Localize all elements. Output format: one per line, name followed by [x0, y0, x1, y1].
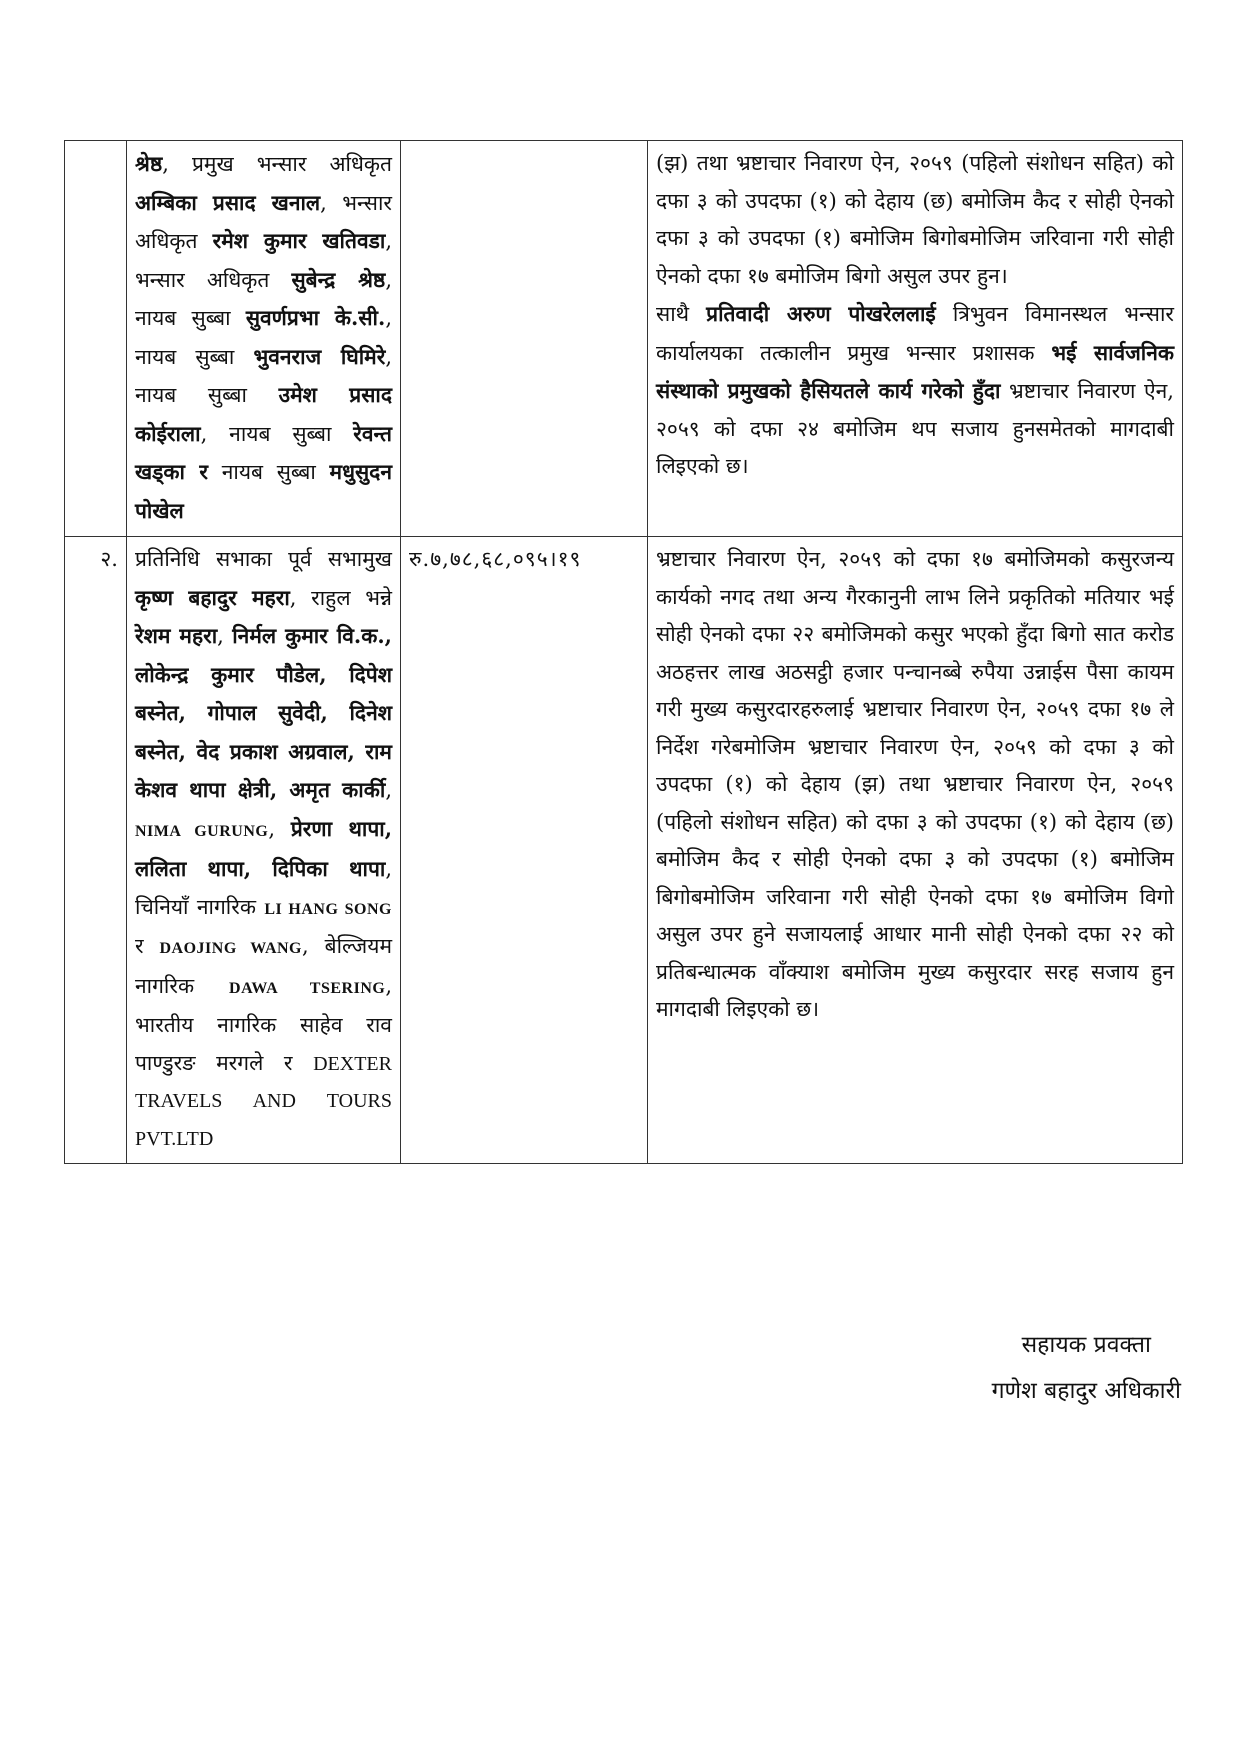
- serial-number: २.: [65, 537, 127, 1164]
- signatory-name: गणेश बहादुर अधिकारी: [991, 1378, 1181, 1404]
- defendants-cell: प्रतिनिधि सभाका पूर्व सभामुख कृष्ण बहादुर महरा, राहुल भन्ने रेशम महरा, निर्मल कुमार वि.क., लोकेन्द्र कुमार पौडेल, दिपेश बस्नेत, गोपाल सुवेदी, दिनेश बस्नेत, वेद प्रकाश अग्रवाल, राम केशव थापा क्षेत्री, अमृत कार्की, NIMA GURUNG, प्रेरणा थापा, ललिता थापा, दिपिका थापा, चिनियाँ नागरिक LI HANG SONG र DAOJING WANG, बेल्जियम नागरिक DAWA TSERING, भारतीय नागरिक साहेव राव पाण्डुरङ मरगले र DEXTER TRAVELS AND TOURS PVT.LTD: [127, 537, 401, 1164]
- amount-cell: [401, 141, 648, 537]
- claim-cell: (झ) तथा भ्रष्टाचार निवारण ऐन, २०५९ (पहिलो संशोधन सहित) को दफा ३ को उपदफा (१) को देहाय (छ) बमोजिम कैद र सोही ऐनको दफा ३ को उपदफा (१) बमोजिम बिगोबमोजिम जरिवाना गरी सोही ऐनको दफा १७ बमोजिम बिगो असुल उपर हुन। साथै प्रतिवादी अरुण पोखरेललाई त्रिभुवन विमानस्थल भन्सार कार्यालयका तत्कालीन प्रमुख भन्सार प्रशासक भई सार्वजनिक संस्थाको प्रमुखको हैसियतले कार्य गरेको हुँदा भ्रष्टाचार निवारण ऐन, २०५९ को दफा २४ बमोजिम थप सजाय हुनसमेतको मागदाबी लिइएको छ।: [648, 141, 1183, 537]
- defendants-cell: श्रेष्ठ, प्रमुख भन्सार अधिकृत अम्बिका प्रसाद खनाल, भन्सार अधिकृत रमेश कुमार खतिवडा, भन्सार अधिकृत सुबेन्द्र श्रेष्ठ, नायब सुब्बा सुवर्णप्रभा के.सी., नायब सुब्बा भुवनराज घिमिरे, नायब सुब्बा उमेश प्रसाद कोईराला, नायब सुब्बा रेवन्त खड्का र नायब सुब्बा मधुसुदन पोखेल: [127, 141, 401, 537]
- serial-number: [65, 141, 127, 537]
- table-row: [65, 141, 1183, 537]
- table-row: [65, 537, 1183, 1164]
- amount-cell: रु.७,७८,६८,०९५।१९: [401, 537, 648, 1164]
- signatory-title: सहायक प्रवक्ता: [1021, 1332, 1151, 1358]
- claim-cell: भ्रष्टाचार निवारण ऐन, २०५९ को दफा १७ बमोजिमको कसुरजन्य कार्यको नगद तथा अन्य गैरकानुनी लाभ लिने प्रकृतिको मतियार भई सोही ऐनको दफा २२ बमोजिमको कसुर भएको हुँदा बिगो सात करोड अठहत्तर लाख अठसट्ठी हजार पन्चानब्बे रुपैया उन्नाईस पैसा कायम गरी मुख्य कसुरदारहरुलाई भ्रष्टाचार निवारण ऐन, २०५९ दफा १७ ले निर्देश गरेबमोजिम भ्रष्टाचार निवारण ऐन, २०५९ को दफा ३ को उपदफा (१) को देहाय (झ) तथा भ्रष्टाचार निवारण ऐन, २०५९ (पहिलो संशोधन सहित) को दफा ३ को उपदफा (१) को देहाय (छ) बमोजिम कैद र सोही ऐनको दफा ३ को उपदफा (१) बमोजिम बिगोबमोजिम जरिवाना गरी सोही ऐनको दफा १७ बमोजिम विगो असुल उपर हुने सजायलाई आधार मानी सोही ऐनको दफा २२ को प्रतिबन्धात्मक वाँक्याश बमोजिम मुख्य कसुरदार सरह सजाय हुन मागदाबी लिइएको छ।: [648, 537, 1183, 1164]
- signature-block: [992, 1322, 1181, 1414]
- case-table: [64, 140, 1183, 1164]
